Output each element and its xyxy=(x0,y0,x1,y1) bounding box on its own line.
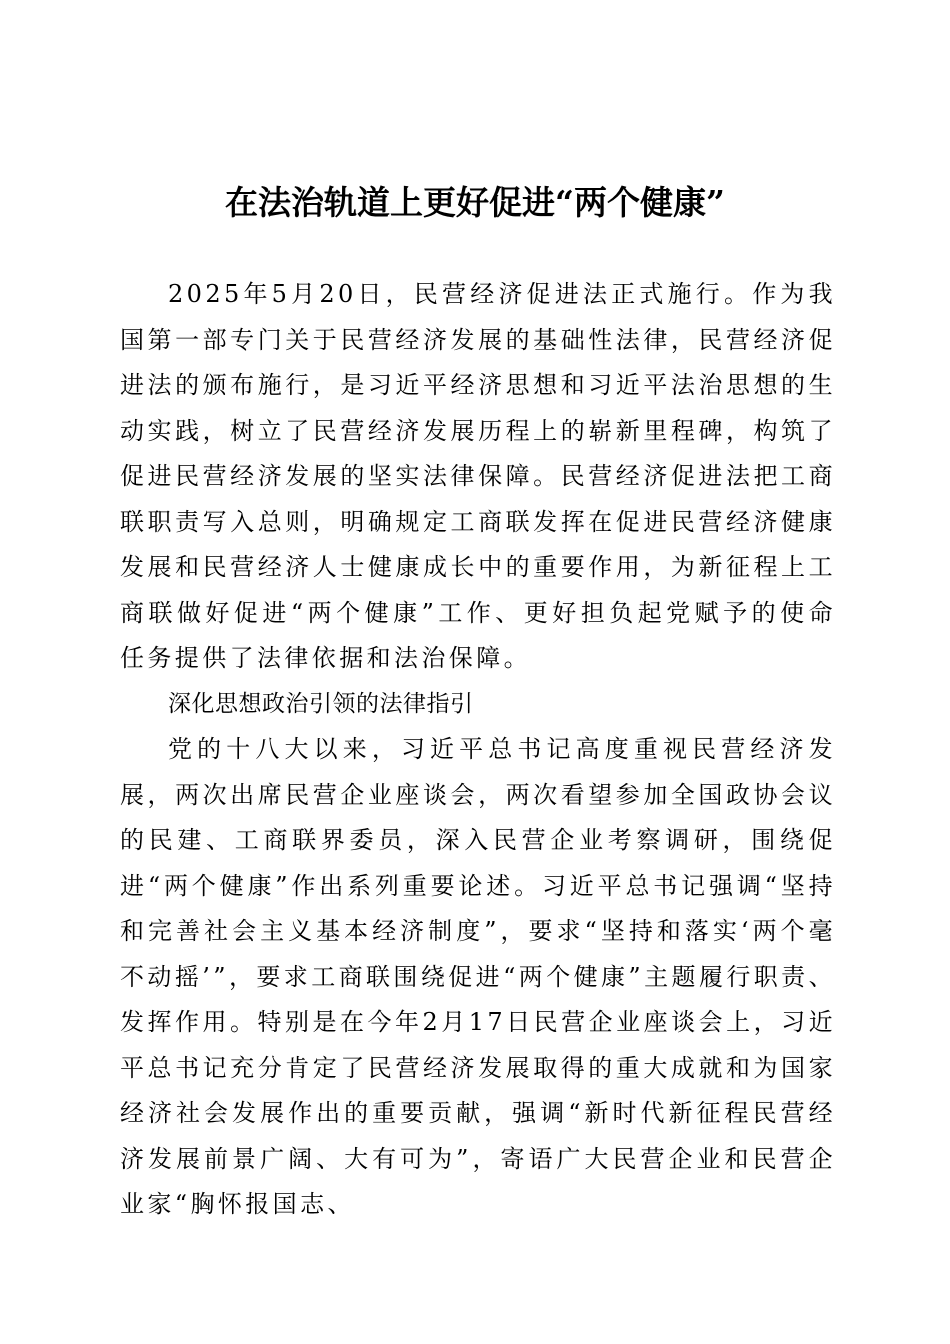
paragraph-section-1: 党的十八大以来，习近平总书记高度重视民营经济发展，两次出席民营企业座谈会，两次看望参加全国政协会议的民建、工商联界委员，深入民营企业考察调研，围绕促进“两个健康”作出系列重要论述。习近平总书记强调“坚持和完善社会主义基本经济制度”，要求“坚持和落实‘两个毫不动摇’”，要求工商联围绕促进“两个健康”主题履行职责、发挥作用。特别是在今年2月17日民营企业座谈会上，习近平总书记充分肯定了民营经济发展取得的重大成就和为国家经济社会发展作出的重要贡献，强调“新时代新征程民营经济发展前景广阔、大有可为”，寄语广大民营企业和民营企业家“胸怀报国志、 xyxy=(120,735,836,1218)
document-body xyxy=(120,272,836,1228)
section-heading: 深化思想政治引领的法律指引 xyxy=(168,690,474,717)
paragraph-intro: 2025年5月20日，民营经济促进法正式施行。作为我国第一部专门关于民营经济发展的基础性法律，民营经济促进法的颁布施行，是习近平经济思想和习近平法治思想的生动实践，树立了民营经济发展历程上的崭新里程碑，构筑了促进民营经济发展的坚实法律保障。民营经济促进法把工商联职责写入总则，明确规定工商联发挥在促进民营经济健康发展和民营经济人士健康成长中的重要作用，为新征程上工商联做好促进“两个健康”工作、更好担负起党赋予的使命任务提供了法律依据和法治保障。 xyxy=(120,280,836,672)
document-title: 在法治轨道上更好促进“两个健康” xyxy=(225,183,725,222)
